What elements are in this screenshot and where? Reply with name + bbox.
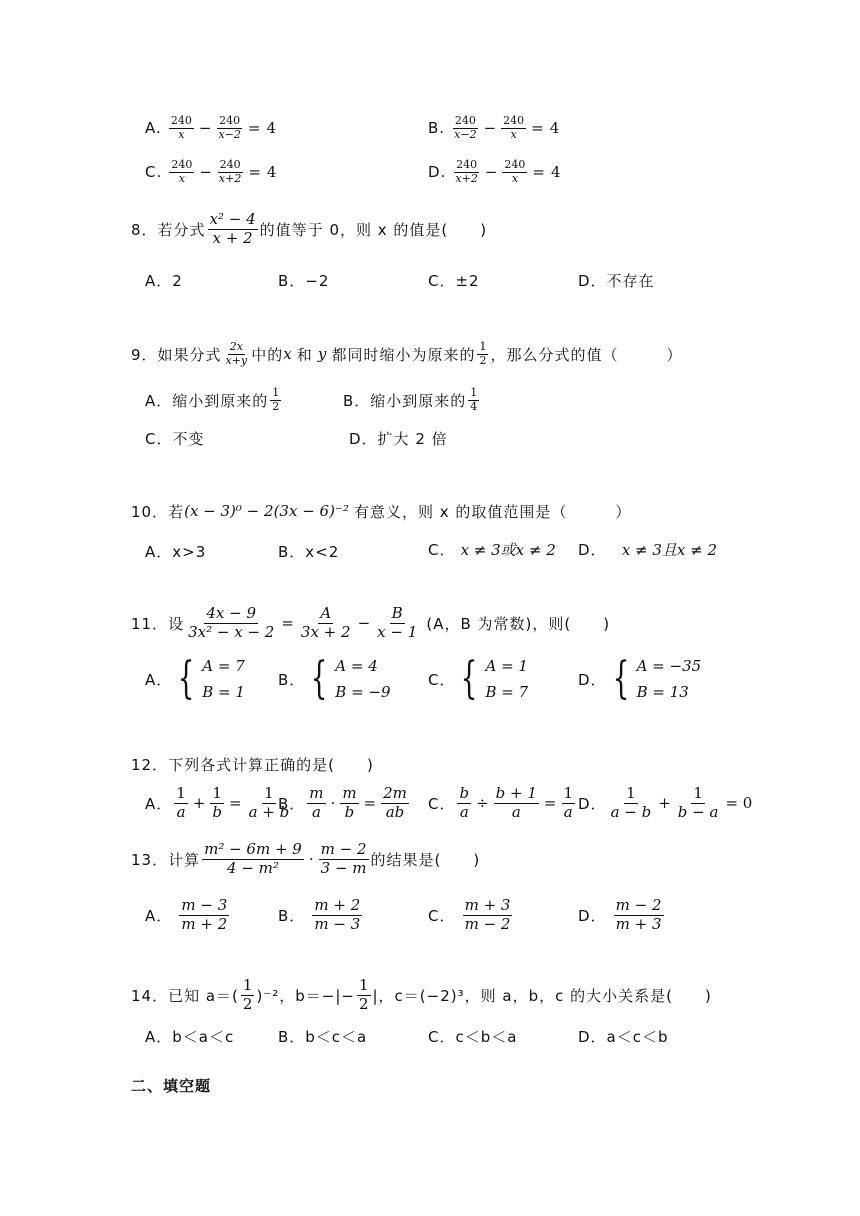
q7-option-b: B. $\frac{240}{x-2}$ − $\frac{240}{x}$ = 4 xyxy=(428,113,560,141)
q10-option-b: B．x<2 xyxy=(278,543,340,561)
q12-option-c: C． $\frac{b}{a}$ ÷ $\frac{b + 1}{a}$ = $\frac{1}{a}$ xyxy=(428,784,574,821)
question-12-stem: 12．下列各式计算正确的是( ) xyxy=(131,756,374,774)
q14-option-a: A．b＜a＜c xyxy=(145,1028,235,1046)
q7-option-a: A. $\frac{240}{x}$ − $\frac{240}{x-2}$ = 4 xyxy=(145,113,276,141)
q9-option-c: C．不变 xyxy=(145,430,205,448)
q11-option-b: B． { A = 4 B = −9 xyxy=(278,653,391,704)
q13-option-a: A． $\frac{m - 3}{m + 2}$ xyxy=(145,896,228,933)
section-heading: 二、填空题 xyxy=(131,1077,212,1095)
q13-option-d: D． $\frac{m - 2}{m + 3}$ xyxy=(578,896,662,933)
q10-option-c: C． x ≠ 3或x ≠ 2 xyxy=(428,541,556,559)
q12-option-a: A． $\frac{1}{a}$ + $\frac{1}{b}$ = $\frac{1}{a + b}$ xyxy=(145,784,290,821)
question-13-stem: 13．计算 $\frac{\text{m² − 6m + 9}}{\text{4 − m²}}$ · $\frac{m - 2}{3 - m}$ 的结果是( ) xyxy=(131,840,481,877)
question-9-stem: 9．如果分式 $\frac{2x}{x+y}$ 中的 x 和 y 都同时缩小为原来的 $\frac{1}{2}$ ，那么分式的值（ ） xyxy=(131,339,683,367)
q11-option-d: D． { A = −35 B = 13 xyxy=(578,653,702,704)
q10-option-d: D． x ≠ 3且x ≠ 2 xyxy=(578,541,718,559)
q7-option-c: C. $\frac{240}{x}$ − $\frac{240}{x+2}$ = 4 xyxy=(145,157,277,185)
q14-option-c: C．c＜b＜a xyxy=(428,1028,518,1046)
q13-option-b: B． $\frac{m + 2}{m - 3}$ xyxy=(278,896,361,933)
question-8-stem: 8．若分式 $\frac{\text{x² − 4}}{x + 2}$ 的值等于 0，则 x 的值是( ) xyxy=(131,210,488,247)
q11-option-a: A． { A = 7 B = 1 xyxy=(145,653,245,704)
q8-option-c: C．±2 xyxy=(428,272,480,290)
q13-option-c: C． $\frac{m + 3}{m - 2}$ xyxy=(428,896,511,933)
question-14-stem: 14．已知 a＝( $\frac{1}{2}$ )⁻²，b＝−|− $\frac{1}{2}$ |，c＝(−2)³，则 a，b，c 的大小关系是( ) xyxy=(131,976,712,1013)
q9-option-a: A．缩小到原来的 $\frac{1}{2}$ xyxy=(145,385,280,413)
question-10-stem: 10．若 (x − 3)⁰ − 2(3x − 6)⁻² 有意义，则 x 的取值范围是（ ） xyxy=(131,502,632,521)
question-11-stem: 11．设 $\frac{4x - 9}{\text{3x² − x − 2}}$ = $\frac{A}{3x + 2}$ − $\frac{B}{x - 1}$ (A，B 为常数)，则( ) xyxy=(131,604,611,641)
q8-option-b: B．−2 xyxy=(278,272,330,290)
q14-option-d: D．a＜c＜b xyxy=(578,1028,669,1046)
q8-option-d: D．不存在 xyxy=(578,272,655,290)
q10-option-a: A．x>3 xyxy=(145,543,207,561)
q11-option-c: C． { A = 1 B = 7 xyxy=(428,653,529,704)
q9-option-d: D．扩大 2 倍 xyxy=(349,430,448,448)
q9-option-b: B．缩小到原来的 $\frac{1}{4}$ xyxy=(343,385,478,413)
q14-option-b: B．b＜c＜a xyxy=(278,1028,368,1046)
q12-option-d: D． $\frac{1}{a - b}$ + $\frac{1}{b - a}$ = 0 xyxy=(578,784,753,821)
q8-option-a: A．2 xyxy=(145,272,183,290)
q7-option-d: D. $\frac{240}{x+2}$ − $\frac{240}{x}$ = 4 xyxy=(428,157,561,185)
q12-option-b: B． $\frac{m}{a}$ · $\frac{m}{b}$ = $\frac{2m}{ab}$ xyxy=(278,784,407,821)
